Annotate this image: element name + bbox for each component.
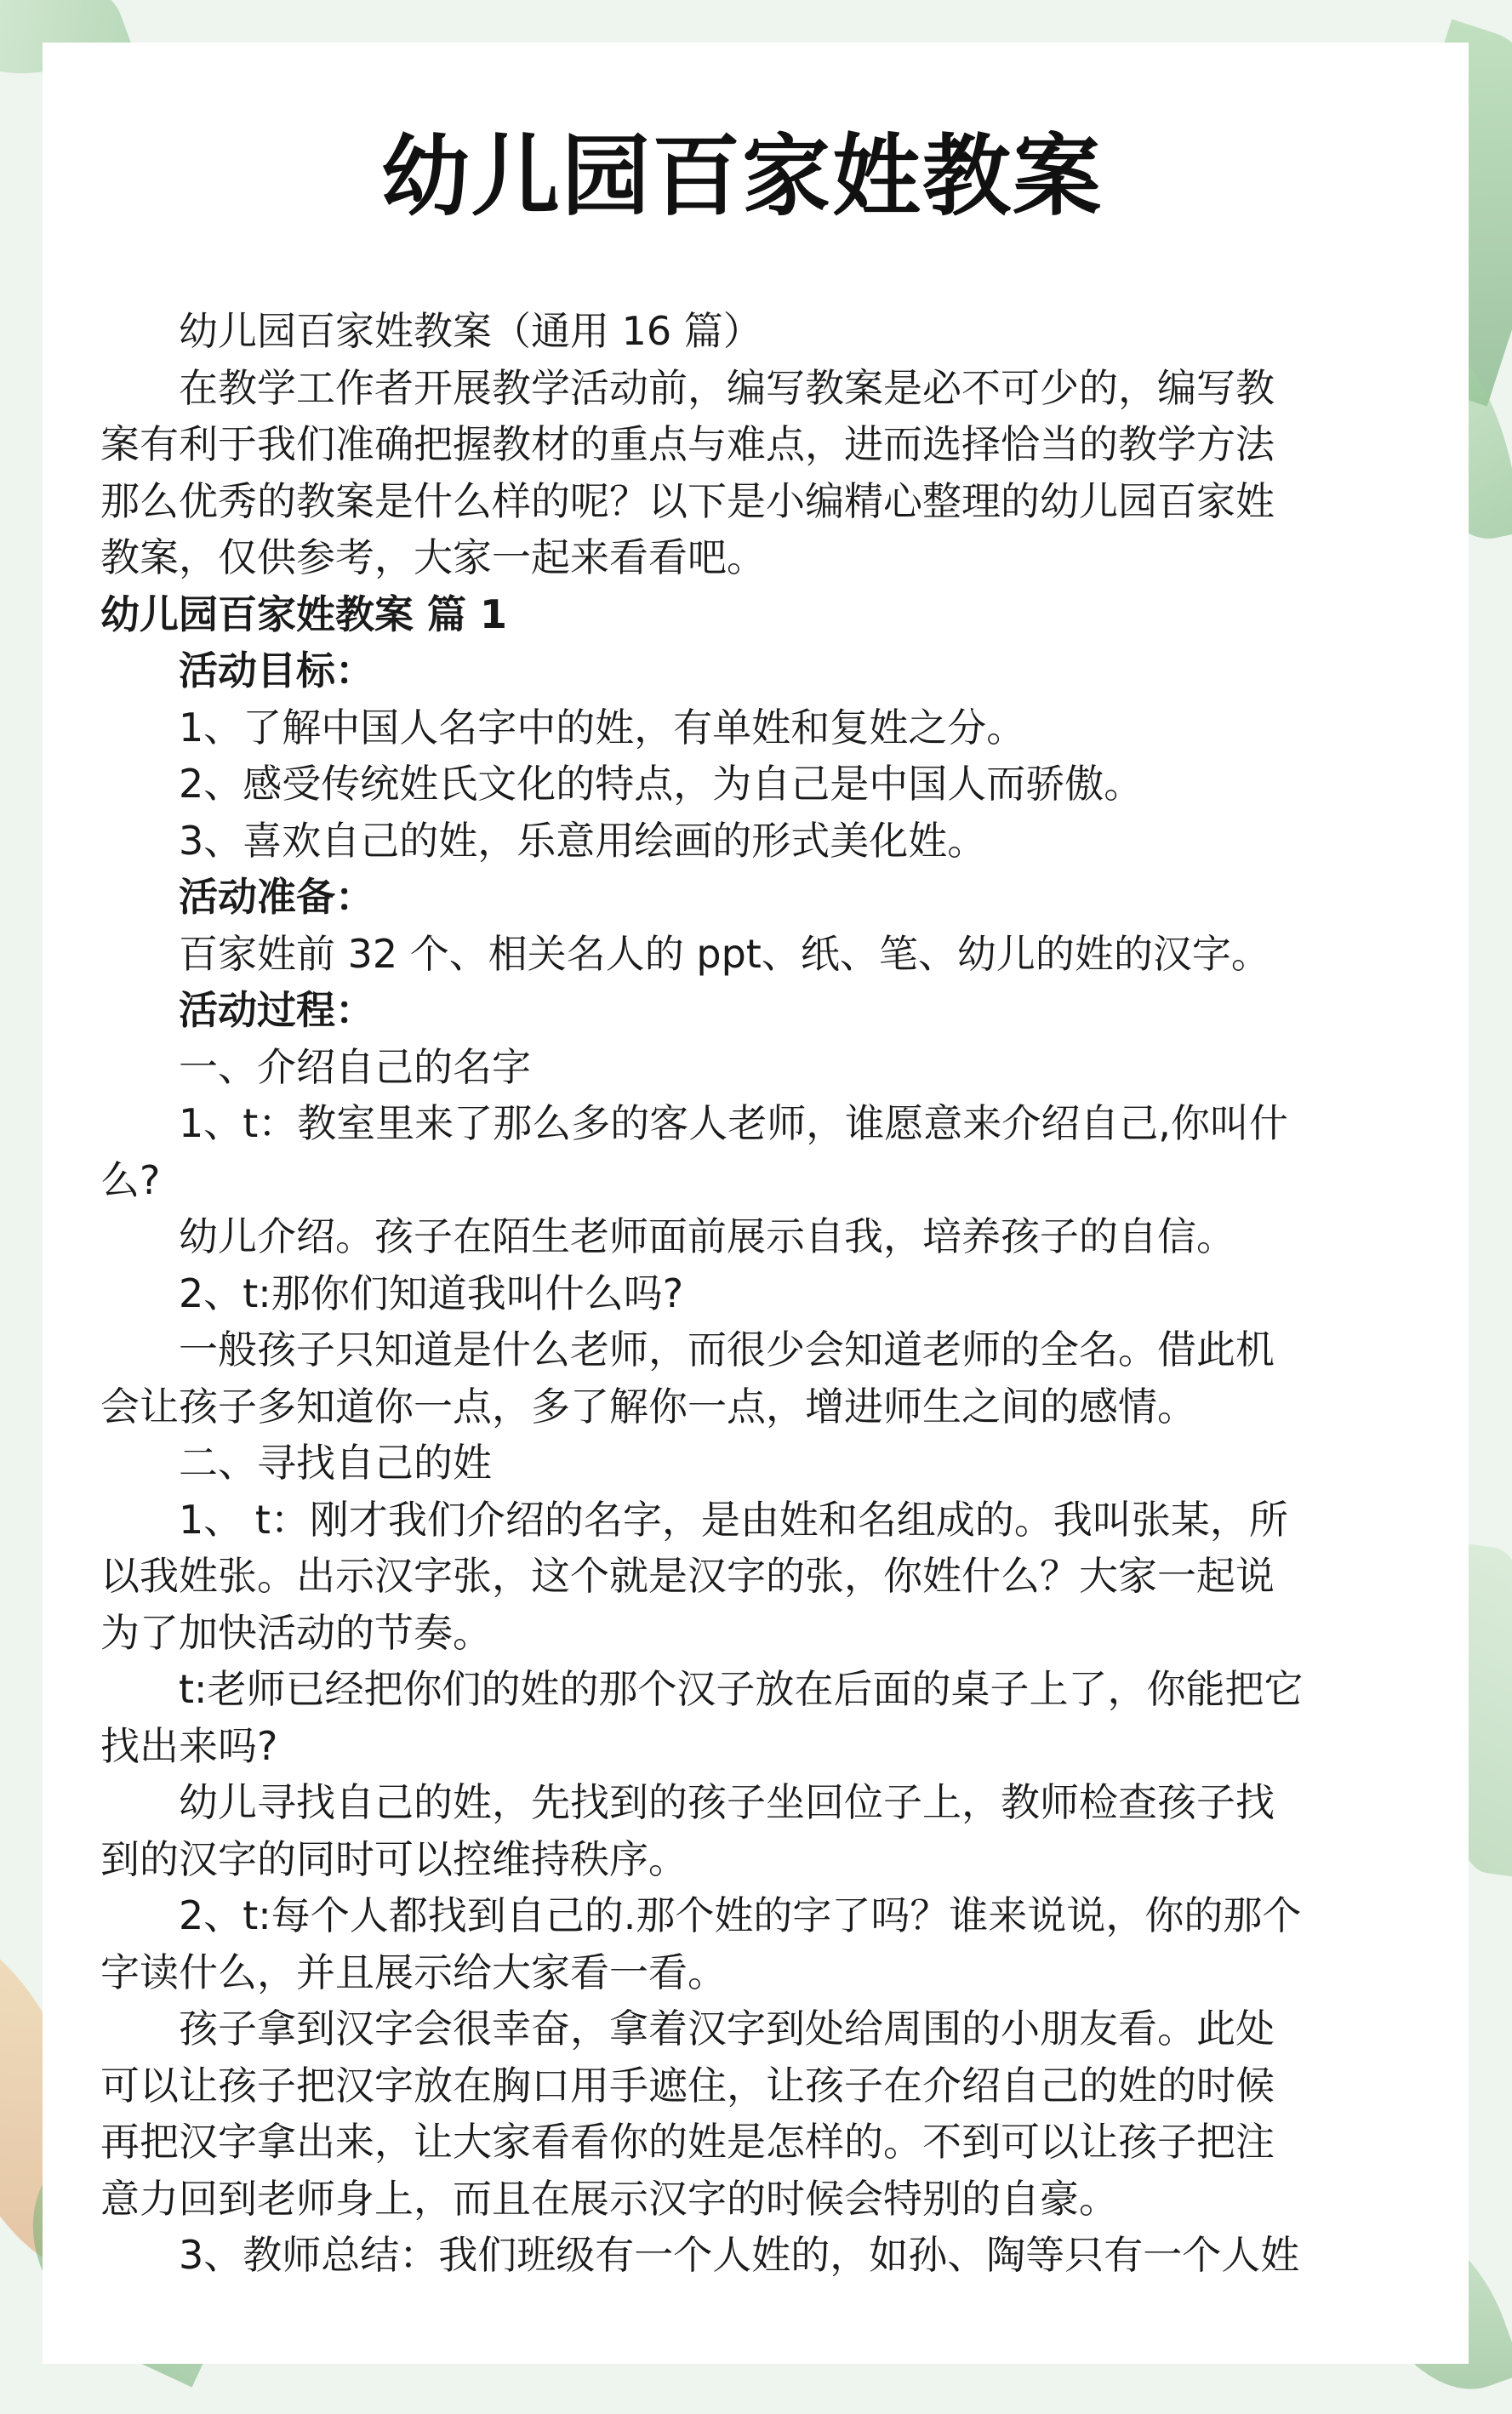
body-line: 到的汉字的同时可以控维持秩序。 (100, 1835, 688, 1882)
document-page (43, 43, 1469, 2364)
body-line: 幼儿介绍。孩子在陌生老师面前展示自我，培养孩子的自信。 (179, 1213, 1235, 1259)
section-heading: 活动过程： (179, 987, 374, 1033)
body-line: 为了加快活动的节奏。 (100, 1609, 492, 1656)
body-line: 3、喜欢自己的姓，乐意用绘画的形式美化姓。 (179, 817, 987, 864)
document-title: 幼儿园百家姓教案 (380, 124, 1103, 228)
body-line: t:老师已经把你们的姓的那个汉子放在后面的桌子上了，你能把它 (179, 1666, 1304, 1712)
section-heading: 幼儿园百家姓教案 篇 1 (100, 591, 508, 637)
section-heading: 活动目标： (179, 648, 374, 693)
body-line: 再把汉字拿出来，让大家看看你的姓是怎样的。不到可以让孩子把注 (100, 2119, 1275, 2165)
body-line: 2、t:那你们知道我叫什么吗? (179, 1270, 684, 1316)
body-line: 字读什么，并且展示给大家看一看。 (100, 1949, 727, 1995)
body-line: 在教学工作者开展教学活动前，编写教案是必不可少的，编写教 (179, 364, 1275, 411)
body-line: 幼儿园百家姓教案（通用 16 篇） (179, 308, 762, 354)
section-heading: 活动准备： (179, 874, 374, 920)
body-line: 幼儿寻找自己的姓，先找到的孩子坐回位子上，教师检查孩子找 (179, 1779, 1275, 1825)
body-line: 二、寻找自己的姓 (179, 1440, 492, 1486)
body-line: 找出来吗? (100, 1722, 278, 1769)
body-line: 1、了解中国人名字中的姓，有单姓和复姓之分。 (179, 704, 1026, 750)
body-line: 会让孩子多知道你一点，多了解你一点，增进师生之间的感情。 (100, 1383, 1196, 1430)
document-body (100, 303, 1384, 2284)
body-line: 一般孩子只知道是什么老师，而很少会知道老师的全名。借此机 (179, 1327, 1275, 1372)
body-line: 2、t:每个人都找到自己的.那个姓的字了吗？谁来说说，你的那个 (179, 1892, 1302, 1938)
body-line: 3、教师总结：我们班级有一个人姓的，如孙、陶等只有一个人姓 (179, 2232, 1300, 2278)
body-line: 孩子拿到汉字会很幸奋，拿着汉字到处给周围的小朋友看。此处 (179, 2006, 1275, 2052)
body-line: 那么优秀的教案是什么样的呢？以下是小编精心整理的幼儿园百家姓 (100, 477, 1275, 524)
body-line: 1、 t：刚才我们介绍的名字，是由姓和名组成的。我叫张某，所 (179, 1496, 1288, 1543)
body-line: 可以让孩子把汉字放在胸口用手遮住，让孩子在介绍自己的姓的时候 (100, 2062, 1275, 2109)
body-line: 么? (100, 1156, 161, 1203)
body-line: 教案，仅供参考，大家一起来看看吧。 (100, 534, 766, 580)
body-line: 1、t：教室里来了那么多的客人老师，谁愿意来介绍自己,你叫什 (179, 1100, 1288, 1146)
body-line: 案有利于我们准确把握教材的重点与难点，进而选择恰当的教学方法 (100, 421, 1275, 467)
body-line: 一、介绍自己的名字 (179, 1043, 531, 1090)
body-line: 2、感受传统姓氏文化的特点，为自己是中国人而骄傲。 (179, 761, 1144, 807)
body-line: 意力回到老师身上，而且在展示汉字的时候会特别的自豪。 (100, 2175, 1118, 2222)
body-line: 以我姓张。出示汉字张，这个就是汉字的张，你姓什么？大家一起说 (100, 1553, 1275, 1599)
body-line: 百家姓前 32 个、相关名人的 ppt、纸、笔、幼儿的姓的汉字。 (179, 930, 1270, 977)
